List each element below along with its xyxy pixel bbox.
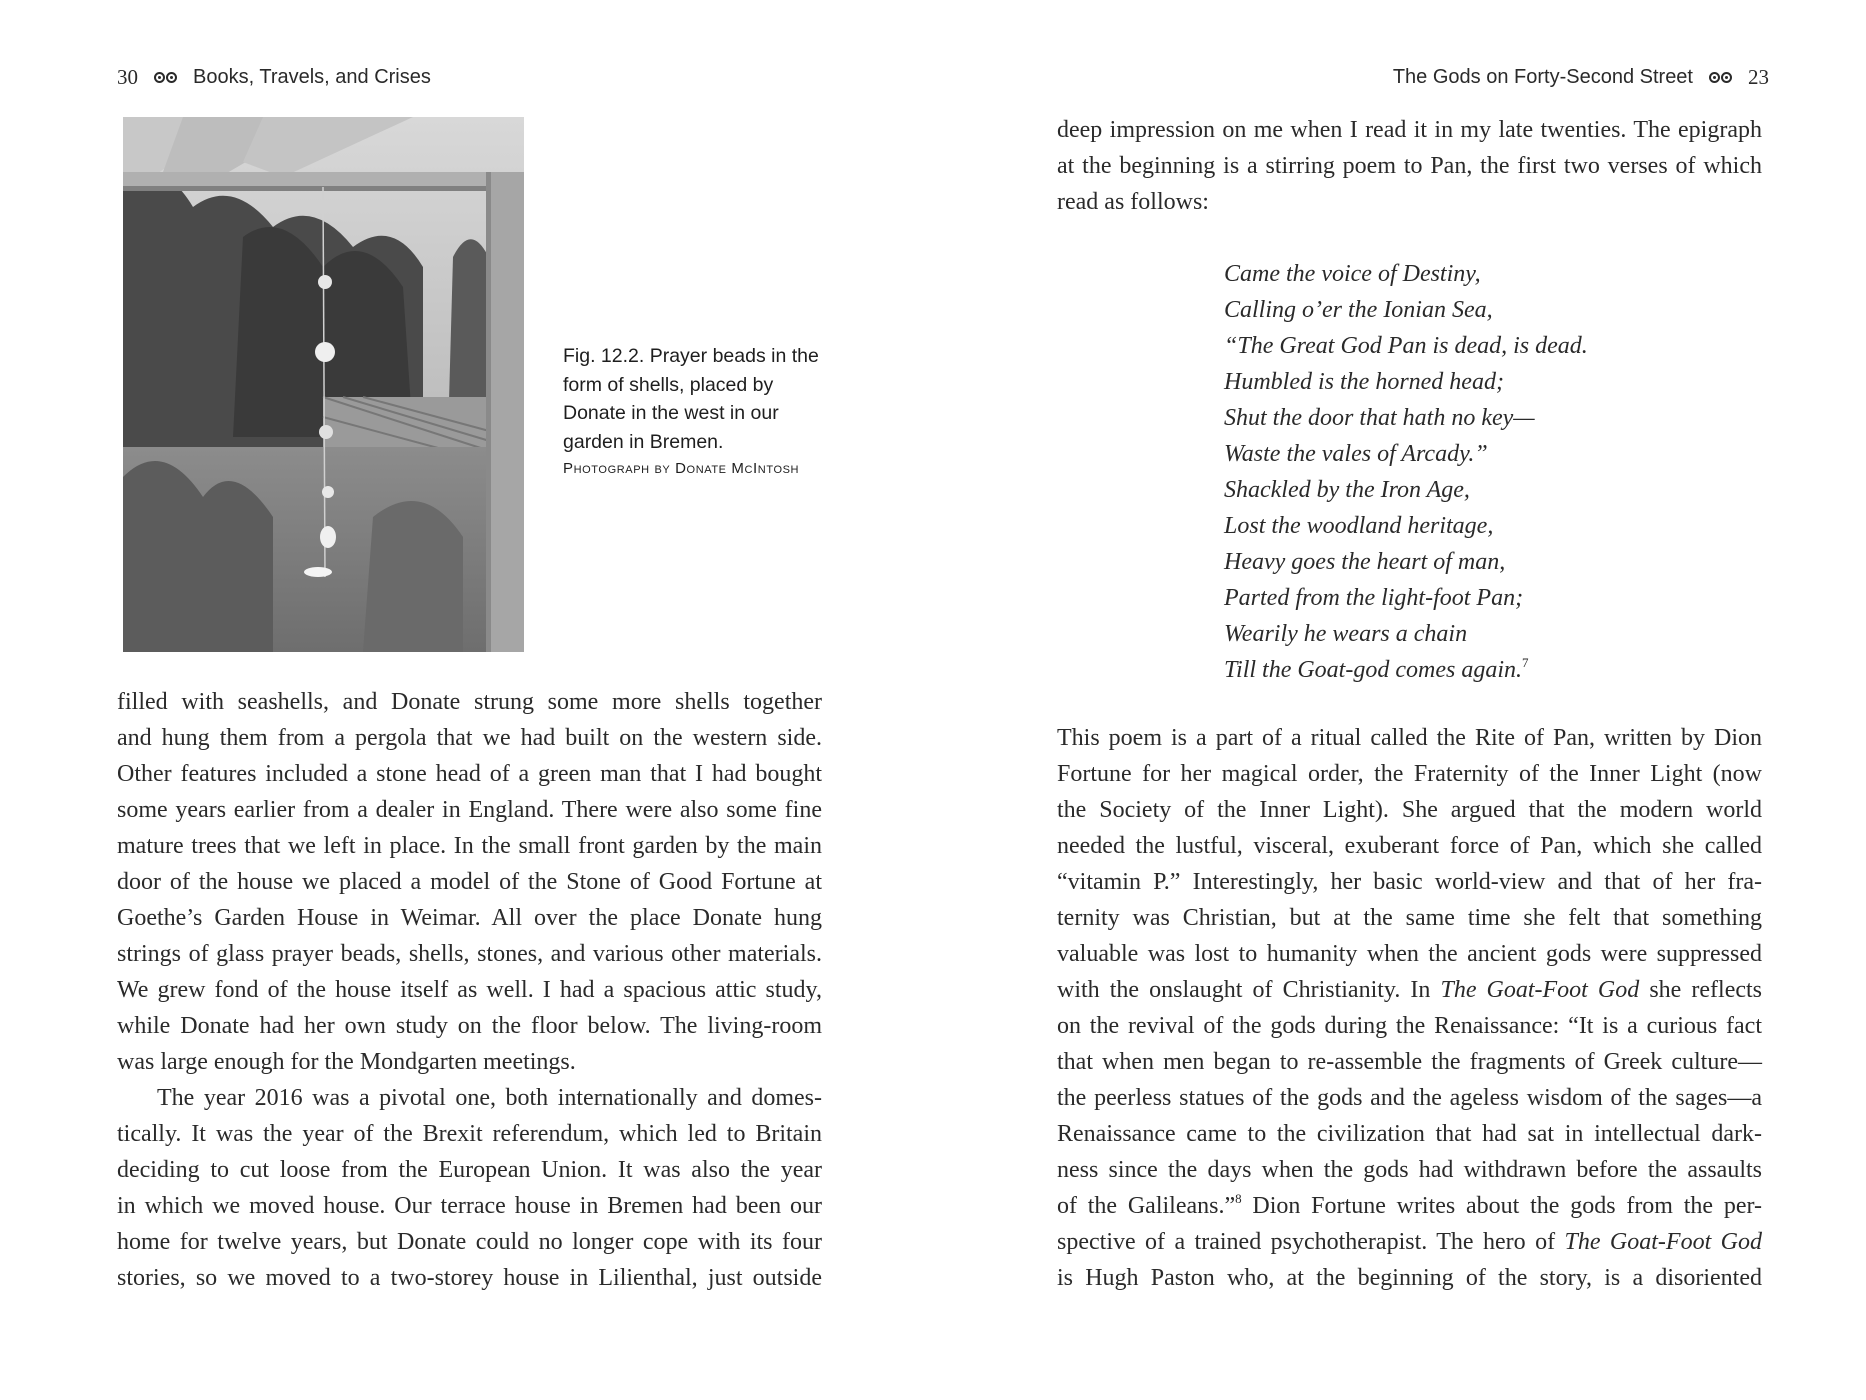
text-line: spective of a trained psychotherapist. The hero of The Goat-Foot God bbox=[1057, 1229, 1762, 1255]
text-line: tically. It was the year of the Brexit referendum, which led to Britain bbox=[117, 1121, 822, 1147]
text-line: of the Galileans.”$^8$ Dion Fortune writes about the gods from the per- bbox=[1057, 1191, 1762, 1219]
text-line: that when men began to re-assemble the fragments of Greek culture— bbox=[1057, 1049, 1762, 1075]
caption-text: Fig. 12.2. Prayer beads in the form of shells, placed by Donate in the west in our garden in Bremen. bbox=[563, 345, 819, 453]
right-intro-text bbox=[1057, 112, 1762, 220]
footnote-marker: 7 bbox=[1521, 655, 1529, 670]
verse-line: Till the Goat-god comes again.$^7$ bbox=[1224, 655, 1529, 683]
text-line: was large enough for the Mondgarten meetings. bbox=[117, 1049, 576, 1075]
verse-line: Humbled is the horned head; bbox=[1224, 369, 1504, 395]
text-line: home for twelve years, but Donate could no longer cope with its four bbox=[117, 1229, 822, 1255]
verse-line: Wearily he wears a chain bbox=[1224, 621, 1468, 647]
text-line: Other features included a stone head of a green man that I had bought bbox=[117, 761, 822, 787]
text-line: mature trees that we left in place. In the small front garden by the main bbox=[117, 833, 822, 859]
text-line: the peerless statues of the gods and the ageless wisdom of the sages—a bbox=[1057, 1085, 1762, 1111]
text-line: with the onslaught of Christianity. In The Goat-Foot God she reflects bbox=[1057, 977, 1763, 1003]
spiral-ornament-icon bbox=[1709, 72, 1732, 83]
text-line: read as follows: bbox=[1057, 189, 1209, 215]
text-line: at the beginning is a stirring poem to Pan, the first two verses of which bbox=[1057, 153, 1762, 179]
garden-photograph bbox=[123, 117, 524, 652]
text-line: Goethe’s Garden House in Weimar. All over the place Donate hung bbox=[117, 905, 822, 931]
verse-line: Waste the vales of Arcady.” bbox=[1224, 441, 1488, 467]
text-line: This poem is a part of a ritual called the Rite of Pan, written by Dion bbox=[1057, 725, 1762, 751]
text-line: while Donate had her own study on the floor below. The living-room bbox=[117, 1013, 822, 1039]
text-line: ness since the days when the gods had withdrawn before the assaults bbox=[1057, 1157, 1762, 1183]
verse-line: Shut the door that hath no key— bbox=[1224, 405, 1535, 431]
text-line: and hung them from a pergola that we had built on the western side. bbox=[117, 725, 822, 751]
text-line: is Hugh Paston who, at the beginning of the story, is a disoriented bbox=[1057, 1265, 1762, 1291]
text-line: deep impression on me when I read it in my late twenties. The epigraph bbox=[1057, 117, 1762, 143]
left-body-text bbox=[117, 684, 822, 1296]
text-line: Renaissance came to the civilization that had sat in intellectual dark- bbox=[1057, 1121, 1762, 1147]
text-line: ternity was Christian, but at the same time she felt that something bbox=[1057, 905, 1762, 931]
text-line: stories, so we moved to a two-storey house in Lilienthal, just outside bbox=[117, 1265, 822, 1291]
text-line: some years earlier from a dealer in England. There were also some fine bbox=[117, 797, 822, 823]
text-line: Fortune for her magical order, the Fraternity of the Inner Light (now bbox=[1057, 761, 1762, 787]
text-line: the Society of the Inner Light). She argued that the modern world bbox=[1057, 797, 1762, 823]
page-number: 30 bbox=[117, 64, 138, 89]
running-title: Books, Travels, and Crises bbox=[193, 65, 431, 88]
verse-line: Heavy goes the heart of man, bbox=[1224, 549, 1506, 575]
verse-line: “The Great God Pan is dead, is dead. bbox=[1224, 333, 1588, 359]
left-running-head bbox=[117, 64, 431, 90]
text-line: The year 2016 was a pivotal one, both internationally and domes- bbox=[157, 1085, 822, 1111]
text-line: “vitamin P.” Interestingly, her basic world-view and that of her fra- bbox=[1057, 869, 1762, 895]
text-line: on the revival of the gods during the Renaissance: “It is a curious fact bbox=[1057, 1013, 1762, 1039]
text-line: strings of glass prayer beads, shells, stones, and various other materials. bbox=[117, 941, 822, 967]
text-line: filled with seashells, and Donate strung some more shells together bbox=[117, 689, 822, 715]
right-body-text bbox=[1057, 720, 1762, 1296]
photo-credit: Photograph by Donate McIntosh bbox=[563, 460, 800, 477]
verse-line: Lost the woodland heritage, bbox=[1224, 513, 1494, 539]
text-line: in which we moved house. Our terrace house in Bremen had been our bbox=[117, 1193, 822, 1219]
epigraph-poem bbox=[1224, 256, 1644, 688]
running-title: The Gods on Forty-Second Street bbox=[1392, 65, 1693, 88]
figure-caption bbox=[563, 342, 833, 480]
verse-line: Came the voice of Destiny, bbox=[1224, 261, 1481, 287]
text-line: We grew fond of the house itself as well. I had a spacious attic study, bbox=[117, 977, 822, 1003]
text-line: needed the lustful, visceral, exuberant force of Pan, which she called bbox=[1057, 833, 1762, 859]
verse-line: Shackled by the Iron Age, bbox=[1224, 477, 1470, 503]
page-number: 23 bbox=[1748, 64, 1769, 89]
text-line: valuable was lost to humanity when the ancient gods were suppressed bbox=[1057, 941, 1762, 967]
text-line: door of the house we placed a model of the Stone of Good Fortune at bbox=[117, 869, 822, 895]
spiral-ornament-icon bbox=[154, 72, 177, 83]
text-line: deciding to cut loose from the European Union. It was also the year bbox=[117, 1157, 822, 1183]
right-running-head bbox=[1393, 64, 1769, 90]
verse-line: Parted from the light-foot Pan; bbox=[1224, 585, 1524, 611]
verse-line: Calling o’er the Ionian Sea, bbox=[1224, 297, 1493, 323]
